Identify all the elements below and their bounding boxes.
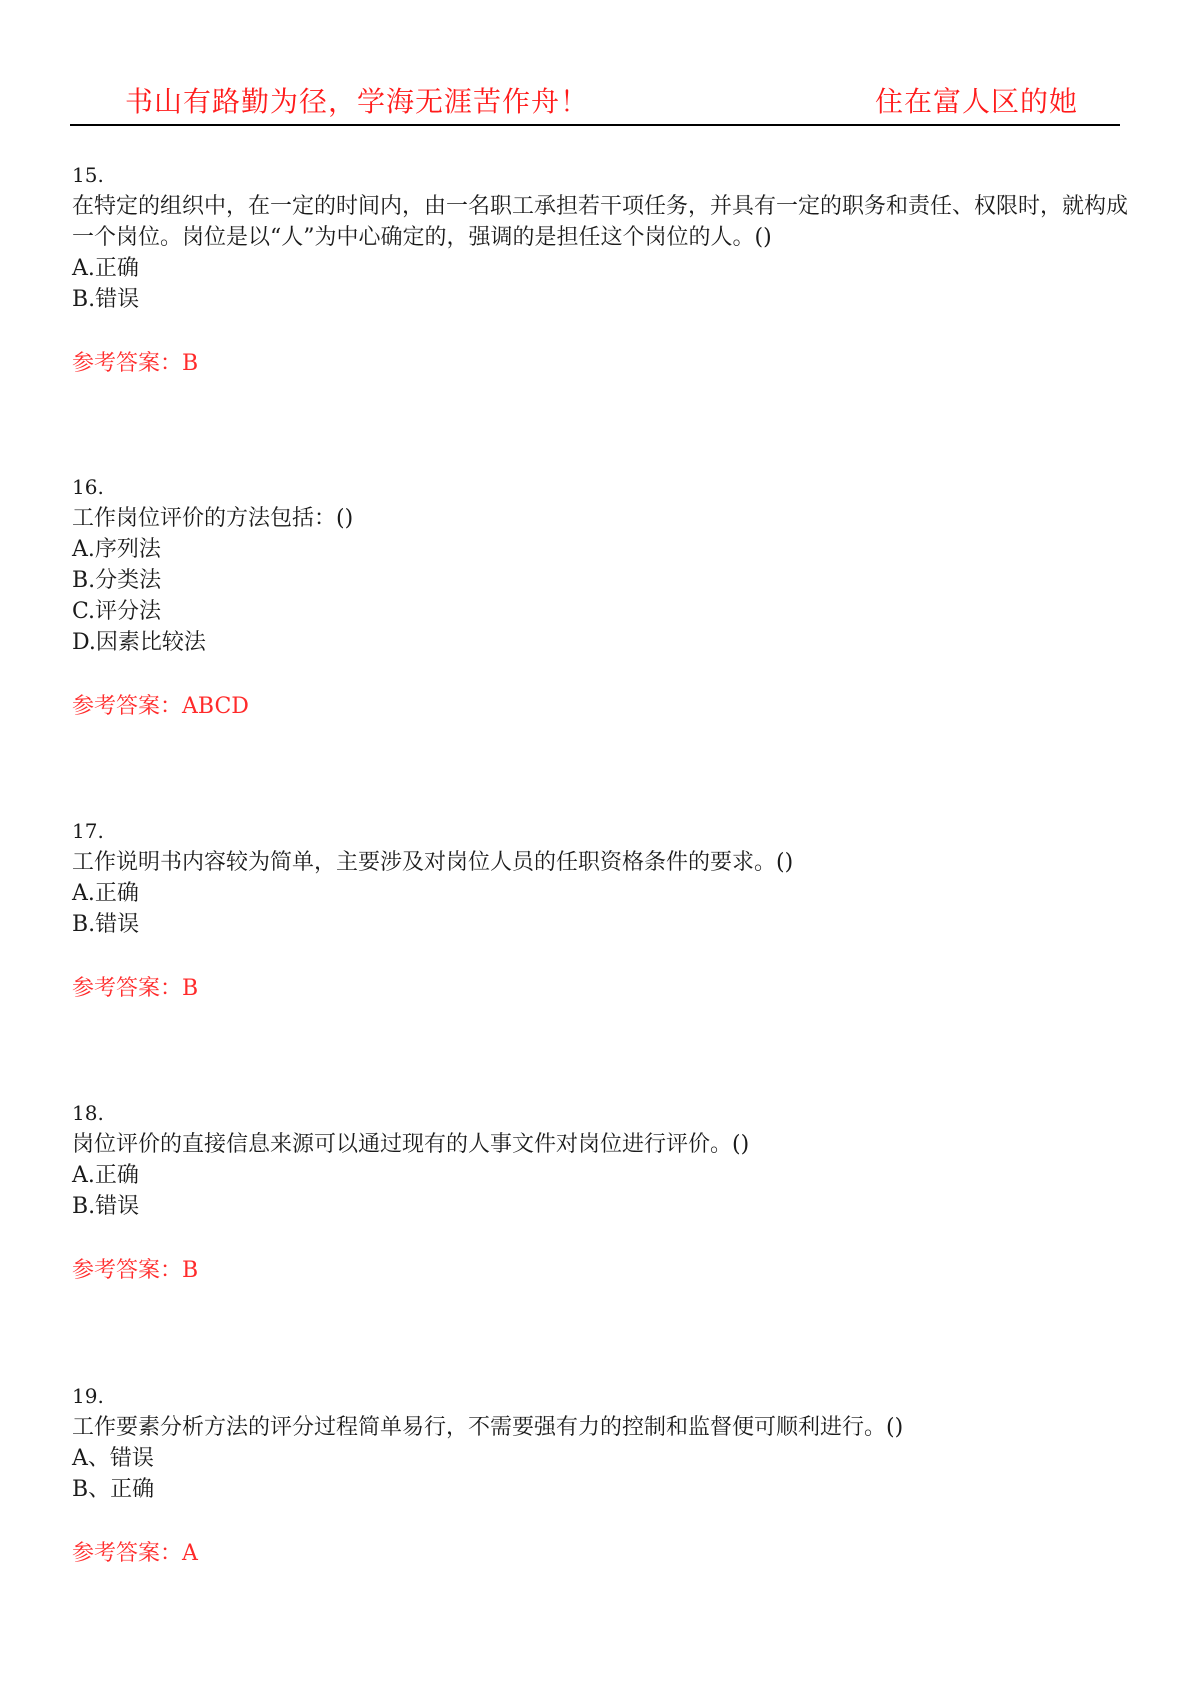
question-17 [72, 816, 1132, 1004]
option-b: B.错误 [72, 287, 140, 312]
page-header [70, 74, 1120, 126]
option-a: A.正确 [72, 256, 139, 281]
question-number: 19. [72, 1384, 104, 1408]
answer-text: 参考答案：B [72, 1258, 199, 1283]
option-c: C.评分法 [72, 599, 162, 624]
answer-text: 参考答案：B [72, 351, 199, 376]
question-stem: 在特定的组织中，在一定的时间内，由一名职工承担若干项任务，并具有一定的职务和责任、权限时，就构成一个岗位。岗位是以“人”为中心确定的，强调的是担任这个岗位的人。() [72, 194, 1129, 250]
option-a: A.正确 [72, 881, 139, 906]
answer-text: 参考答案：B [72, 976, 199, 1001]
option-a: A.序列法 [72, 537, 161, 562]
header-motto: 书山有路勤为径，学海无涯苦作舟！ [125, 85, 590, 118]
question-number: 15. [72, 163, 104, 187]
header-right-text: 住在富人区的她 [875, 85, 1079, 118]
answer-text: 参考答案：A [72, 1541, 198, 1566]
question-stem: 工作岗位评价的方法包括：() [72, 506, 354, 531]
option-b: B、正确 [72, 1477, 155, 1502]
question-number: 18. [72, 1101, 104, 1125]
question-19 [72, 1381, 1132, 1569]
option-a: A.正确 [72, 1163, 139, 1188]
option-b: B.错误 [72, 1194, 140, 1219]
question-stem: 工作说明书内容较为简单，主要涉及对岗位人员的任职资格条件的要求。() [72, 850, 794, 875]
option-b: B.错误 [72, 912, 140, 937]
question-number: 17. [72, 819, 104, 843]
question-number: 16. [72, 475, 104, 499]
question-stem: 工作要素分析方法的评分过程简单易行，不需要强有力的控制和监督便可顺利进行。() [72, 1415, 904, 1440]
answer-text: 参考答案：ABCD [72, 694, 249, 719]
question-16 [72, 472, 1132, 722]
option-d: D.因素比较法 [72, 630, 206, 655]
question-18 [72, 1098, 1132, 1286]
question-15 [72, 160, 1132, 379]
option-a: A、错误 [72, 1446, 154, 1471]
option-b: B.分类法 [72, 568, 162, 593]
question-stem: 岗位评价的直接信息来源可以通过现有的人事文件对岗位进行评价。() [72, 1132, 750, 1157]
